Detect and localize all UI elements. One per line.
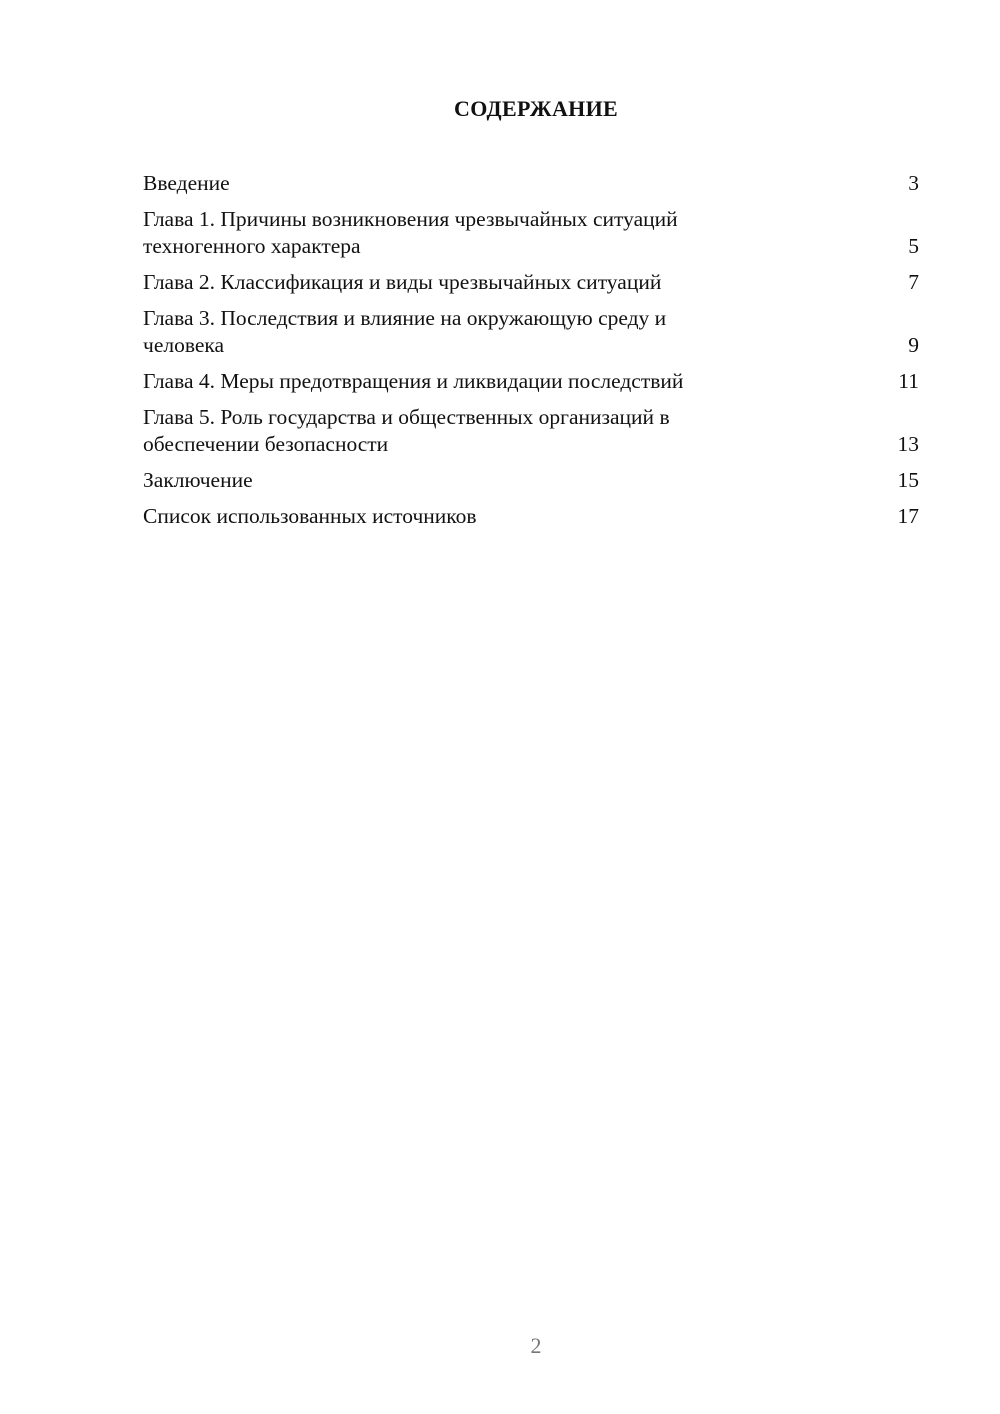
toc-entry-introduction[interactable] (143, 170, 919, 197)
toc-entry-title: Глава 1. Причины возникновения чрезвычайных ситуаций техногенного характера (143, 207, 678, 258)
toc-entry-title: Список использованных источников (143, 504, 477, 528)
toc-entry-chapter-2[interactable] (143, 269, 919, 296)
toc-entry-page: 15 (897, 468, 919, 492)
toc-entry-chapter-4[interactable] (143, 368, 919, 395)
toc-entry-title: Глава 3. Последствия и влияние на окружающую среду и человека (143, 306, 667, 357)
toc-entry-page: 5 (908, 234, 919, 258)
toc-entry-page: 13 (897, 432, 919, 456)
toc-entry-page: 9 (908, 333, 919, 357)
toc-entry-title: Глава 2. Классификация и виды чрезвычайных ситуаций (143, 270, 662, 294)
table-of-contents (143, 170, 919, 539)
toc-entry-page: 17 (897, 504, 919, 528)
toc-entry-page: 7 (908, 270, 919, 294)
toc-entry-page: 3 (908, 171, 919, 195)
toc-entry-title: Заключение (143, 468, 253, 492)
toc-entry-conclusion[interactable] (143, 467, 919, 494)
toc-entry-title: Введение (143, 171, 230, 195)
toc-entry-references[interactable] (143, 503, 919, 530)
toc-entry-chapter-5[interactable] (143, 404, 919, 458)
toc-entry-chapter-1[interactable] (143, 206, 919, 260)
page-number: 2 (530, 1333, 542, 1358)
toc-entry-title: Глава 4. Меры предотвращения и ликвидации последствий (143, 369, 684, 393)
toc-entry-chapter-3[interactable] (143, 305, 919, 359)
toc-entry-page: 11 (898, 369, 919, 393)
toc-entry-title: Глава 5. Роль государства и общественных организаций в обеспечении безопасности (143, 405, 670, 456)
toc-heading: СОДЕРЖАНИЕ (454, 96, 618, 121)
